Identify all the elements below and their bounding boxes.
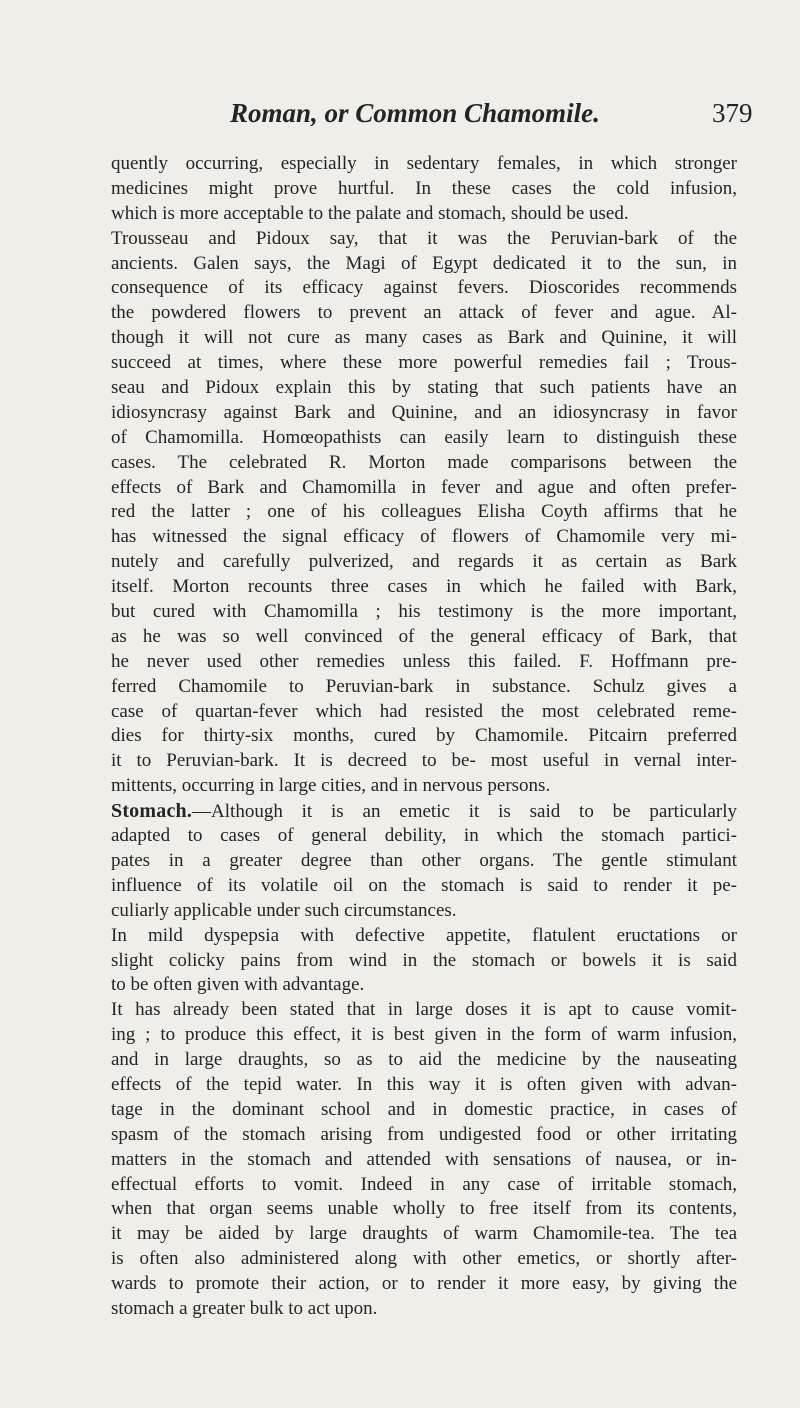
text-line: as he was so well convinced of the general efficacy of Bark, that — [111, 625, 737, 647]
text-line: culiarly applicable under such circumstances. — [111, 899, 457, 921]
text-line: pates in a greater degree than other organs. The gentle stimulant — [111, 849, 737, 871]
page-header — [0, 98, 800, 132]
text-line: but cured with Chamomilla ; his testimony is the more important, — [111, 601, 737, 623]
text-line: though it will not cure as many cases as Bark and Quinine, it will — [111, 327, 737, 349]
text-line: cases. The celebrated R. Morton made comparisons between the — [111, 451, 737, 473]
text-line: mittents, occurring in large cities, and in nervous persons. — [111, 775, 551, 797]
section-heading: Stomach. — [111, 800, 193, 823]
text-line: it may be aided by large draughts of warm Chamomile-tea. The tea — [111, 1223, 737, 1245]
paragraph — [111, 152, 737, 227]
text-line: itself. Morton recounts three cases in which he failed with Bark, — [111, 576, 737, 598]
text-line — [111, 799, 737, 824]
text-line: case of quartan-fever which had resisted the most celebrated reme- — [111, 700, 737, 722]
body-text — [111, 152, 737, 1322]
text-line: dies for thirty-six months, cured by Chamomile. Pitcairn preferred — [111, 725, 737, 747]
text-line: spasm of the stomach arising from undigested food or other irritating — [111, 1123, 737, 1145]
text-line: idiosyncrasy against Bark and Quinine, and an idiosyncrasy in favor — [111, 401, 737, 423]
text-line: the powdered flowers to prevent an attack of fever and ague. Al- — [111, 302, 737, 324]
text-line: influence of its volatile oil on the stomach is said to render it pe- — [111, 874, 737, 896]
text-line: of Chamomilla. Homœopathists can easily learn to distinguish these — [111, 426, 737, 448]
text-line: effects of Bark and Chamomilla in fever and ague and often prefer- — [111, 476, 737, 498]
text-line: ing ; to produce this effect, it is best given in the form of warm infusion, — [111, 1024, 737, 1046]
text-line: red the latter ; one of his colleagues Elisha Coyth affirms that he — [111, 501, 737, 523]
running-title: Roman, or Common Chamomile. — [230, 98, 600, 128]
text-line: has witnessed the signal efficacy of flowers of Chamomile very mi- — [111, 526, 737, 548]
text-line: quently occurring, especially in sedentary females, in which stronger — [111, 153, 737, 174]
text-line: consequence of its efficacy against fevers. Dioscorides recommends — [111, 277, 737, 299]
text-line: effectual efforts to vomit. Indeed in any case of irritable stomach, — [111, 1173, 737, 1195]
paragraph — [111, 998, 737, 1322]
text-line: It has already been stated that in large doses it is apt to cause vomit- — [111, 999, 737, 1021]
text-line: stomach a greater bulk to act upon. — [111, 1297, 378, 1319]
text-line: succeed at times, where these more powerful remedies fail ; Trous- — [111, 352, 737, 374]
text-line: which is more acceptable to the palate and stomach, should be used. — [111, 202, 629, 224]
text-line: matters in the stomach and attended with sensations of nausea, or in- — [111, 1148, 737, 1170]
text-line: nutely and carefully pulverized, and regards it as certain as Bark — [111, 551, 737, 573]
text-line: medicines might prove hurtful. In these cases the cold infusion, — [111, 177, 737, 199]
text-line: it to Peruvian-bark. It is decreed to be- most useful in vernal inter- — [111, 750, 737, 772]
paragraph — [111, 227, 737, 799]
text-line: In mild dyspepsia with defective appetite, flatulent eructations or — [111, 924, 737, 946]
text-line: he never used other remedies unless this failed. F. Hoffmann pre- — [111, 650, 737, 672]
text-line: ferred Chamomile to Peruvian-bark in substance. Schulz gives a — [111, 675, 737, 697]
text-line: when that organ seems unable wholly to free itself from its contents, — [111, 1198, 737, 1220]
text-line: to be often given with advantage. — [111, 974, 365, 996]
paragraph — [111, 924, 737, 999]
text-line: ancients. Galen says, the Magi of Egypt dedicated it to the sun, in — [111, 252, 737, 274]
text-line: adapted to cases of general debility, in which the stomach partici- — [111, 825, 737, 847]
line-text: —Although it is an emetic it is said to be particularly — [192, 801, 737, 823]
text-line: Trousseau and Pidoux say, that it was the Peruvian-bark of the — [111, 227, 737, 249]
text-line: wards to promote their action, or to render it more easy, by giving the — [111, 1273, 737, 1295]
text-line: effects of the tepid water. In this way it is often given with advan- — [111, 1073, 737, 1095]
text-line: seau and Pidoux explain this by stating that such patients have an — [111, 377, 737, 399]
paragraph — [111, 799, 737, 923]
text-line: slight colicky pains from wind in the stomach or bowels it is said — [111, 949, 737, 971]
text-line: is often also administered along with other emetics, or shortly after- — [111, 1248, 737, 1270]
page-number: 379 — [712, 98, 753, 128]
text-line: and in large draughts, so as to aid the medicine by the nauseating — [111, 1049, 737, 1071]
text-line: tage in the dominant school and in domestic practice, in cases of — [111, 1098, 737, 1120]
